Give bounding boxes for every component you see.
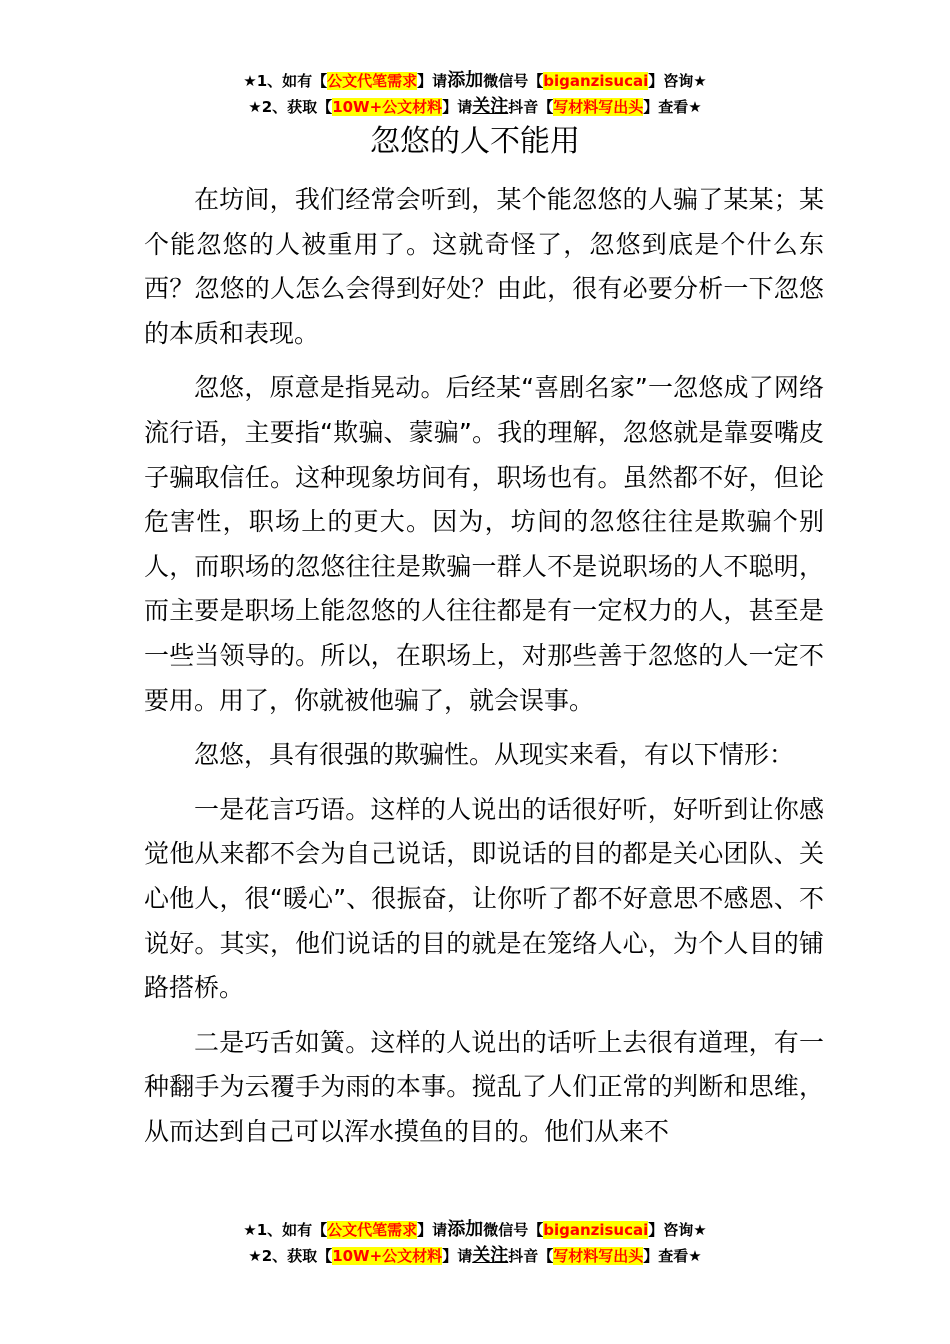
paragraph: 忽悠，原意是指晃动。后经某“喜剧名家”一忽悠成了网络流行语，主要指“欺骗、蒙骗”。我的理解，忽悠就是靠耍嘴皮子骗取信任。这种现象坊间有，职场也有。虽然都不好，但论危害性，职场上的更大。因为，坊间的忽悠往往是欺骗个别人，而职场的忽悠往往是欺骗一群人不是说职场的人不聪明，而主要是职场上能忽悠的人往往都是有一定权力的人，甚至是一些当领导的。所以，在职场上，对那些善于忽悠的人一定不要用。用了，你就被他骗了，就会误事。 [144, 373, 824, 715]
star-icon: ★ [693, 72, 707, 90]
banner-text: 】请 [442, 98, 473, 116]
banner-text: 抖音【 [508, 1247, 554, 1265]
banner-text: 】咨询 [648, 1221, 694, 1239]
paragraph: 忽悠，具有很强的欺骗性。从现实来看，有以下情形： [194, 740, 795, 770]
highlight-service: 公文代笔需求 [327, 1221, 418, 1239]
highlight-materials: 10W+公文材料 [332, 1247, 443, 1265]
banner-text: 1、如有【 [256, 1221, 328, 1239]
banner-text: 】查看 [643, 98, 689, 116]
highlight-douyin-account: 写材料写出头 [553, 1247, 644, 1265]
banner-emphasis: 添加 [447, 70, 484, 91]
banner-emphasis: 添加 [447, 1219, 484, 1240]
header-banner [0, 68, 950, 120]
document-title: 忽悠的人不能用 [370, 124, 580, 159]
star-icon: ★ [688, 1247, 702, 1265]
star-icon: ★ [248, 1247, 262, 1265]
banner-text: 抖音【 [508, 98, 554, 116]
banner-line-2 [0, 1243, 950, 1269]
banner-text: 微信号【 [483, 1221, 544, 1239]
highlight-wechat-id: biganzisucai [543, 1221, 649, 1239]
star-icon: ★ [248, 98, 262, 116]
banner-text: 】查看 [643, 1247, 689, 1265]
footer-banner [0, 1217, 950, 1269]
banner-text: 】请 [417, 1221, 448, 1239]
highlight-wechat-id: biganzisucai [543, 72, 649, 90]
star-icon: ★ [688, 98, 702, 116]
highlight-service: 公文代笔需求 [327, 72, 418, 90]
banner-text: 2、获取【 [261, 98, 333, 116]
banner-text: 】请 [417, 72, 448, 90]
star-icon: ★ [243, 72, 257, 90]
highlight-materials: 10W+公文材料 [332, 98, 443, 116]
banner-emphasis: 关注 [472, 1245, 509, 1266]
banner-line-1 [0, 68, 950, 94]
banner-text: 微信号【 [483, 72, 544, 90]
document-body [144, 178, 824, 1164]
banner-line-1 [0, 1217, 950, 1243]
banner-text: 】咨询 [648, 72, 694, 90]
banner-text: 2、获取【 [261, 1247, 333, 1265]
banner-emphasis: 关注 [472, 96, 509, 117]
highlight-douyin-account: 写材料写出头 [553, 98, 644, 116]
banner-text: 1、如有【 [256, 72, 328, 90]
paragraph: 一是花言巧语。这样的人说出的话很好听，好听到让你感觉他从来都不会为自己说话，即说话的目的都是关心团队、关心他人，很“暖心”、很振奋，让你听了都不好意思不感恩、不说好。其实，他们说话的目的就是在笼络人心，为个人目的铺路搭桥。 [144, 794, 824, 1003]
star-icon: ★ [693, 1221, 707, 1239]
paragraph: 在坊间，我们经常会听到，某个能忽悠的人骗了某某；某个能忽悠的人被重用了。这就奇怪了，忽悠到底是个什么东西？忽悠的人怎么会得到好处？由此，很有必要分析一下忽悠的本质和表现。 [144, 185, 824, 348]
star-icon: ★ [243, 1221, 257, 1239]
paragraph: 二是巧舌如簧。这样的人说出的话听上去很有道理，有一种翻手为云覆手为雨的本事。搅乱了人们正常的判断和思维，从而达到自己可以浑水摸鱼的目的。他们从来不 [144, 1027, 824, 1146]
banner-line-2 [0, 94, 950, 120]
banner-text: 】请 [442, 1247, 473, 1265]
